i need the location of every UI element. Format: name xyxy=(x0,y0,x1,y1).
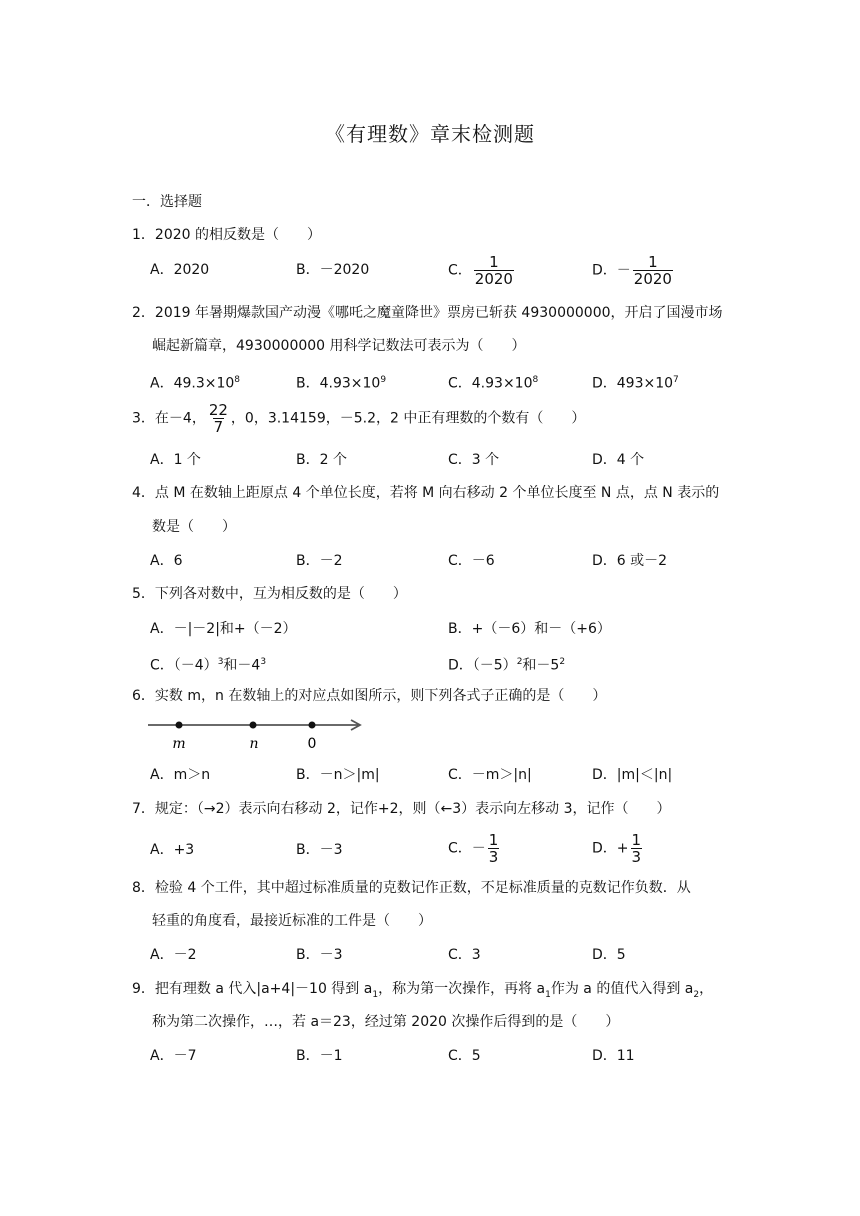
option-d: D．|m|＜|n| xyxy=(592,767,673,783)
option-a: A．1 个 xyxy=(150,452,201,468)
question-9-line-1: 9．把有理数 a 代入|a+4|－10 得到 $a_1$，称为第一次操作，再将 $a_1$作为 a 的值代入得到 $a_2$， xyxy=(132,981,714,1000)
option-d: D．6 或－2 xyxy=(592,553,668,569)
question-2-options xyxy=(150,370,750,400)
fraction: $\frac{1}{2020}$ xyxy=(633,253,672,288)
point-0 xyxy=(309,722,316,729)
option-b: B．－3 xyxy=(296,842,343,858)
question-2-line-1: 2．2019 年暑期爆款国产动漫《哪吒之魔童降世》票房已斩获 4930000000，开启了国漫市场 xyxy=(132,305,723,321)
option-c: C．－ $\frac{1}{3}$ xyxy=(448,831,499,866)
option-b: B．$4.93\times 10^9$ xyxy=(296,375,387,392)
option-c: C．$4.93\times 10^8$ xyxy=(448,375,539,392)
question-6: 6．实数 m，n 在数轴上的对应点如图所示，则下列各式子正确的是（ ） xyxy=(132,688,607,704)
option-a: A．6 xyxy=(150,553,183,569)
point-n xyxy=(250,722,257,729)
option-b: B．－2 xyxy=(296,553,343,569)
question-8-options xyxy=(150,945,750,975)
question-9-options xyxy=(150,1046,750,1076)
question-1: 1．2020 的相反数是（ ） xyxy=(132,227,321,243)
option-c: C．$(-4)^3$和$-4^3$ xyxy=(150,657,267,674)
question-5: 5．下列各对数中，互为相反数的是（ ） xyxy=(132,586,407,602)
option-d: D．－ $\frac{1}{2020}$ xyxy=(592,253,672,288)
question-3-options xyxy=(150,450,750,480)
question-2-line-2: 崛起新篇章，4930000000 用科学记数法可表示为（ ） xyxy=(152,338,526,354)
option-a: A．$49.3\times 10^8$ xyxy=(150,375,241,392)
option-b: B．－1 xyxy=(296,1048,343,1064)
number-line-figure xyxy=(148,712,378,752)
option-a: A．－7 xyxy=(150,1048,197,1064)
option-d: D．4 个 xyxy=(592,452,645,468)
section-heading: 一．选择题 xyxy=(132,194,202,210)
question-3: 3．在－4， $\frac{22}{7}$ ，0，3.14159，－5.2，2 中正有理数的个数有（ ） xyxy=(132,401,586,436)
option-a: A．－2 xyxy=(150,947,197,963)
option-c: C．－m＞|n| xyxy=(448,767,532,783)
question-4-options xyxy=(150,551,750,581)
option-c: C．－6 xyxy=(448,553,495,569)
fraction: $\frac{1}{3}$ xyxy=(631,831,642,866)
question-1-options xyxy=(150,253,750,290)
question-4-line-2: 数是（ ） xyxy=(152,519,236,535)
fraction: $\frac{1}{3}$ xyxy=(488,831,499,866)
point-m xyxy=(176,722,183,729)
option-a: A．2020 xyxy=(150,262,210,278)
question-4-line-1: 4．点 M 在数轴上距原点 4 个单位长度，若将 M 向右移动 2 个单位长度至 N 点，点 N 表示的 xyxy=(132,485,720,501)
option-b: B．－2020 xyxy=(296,262,370,278)
question-7-options xyxy=(150,831,750,870)
question-8-line-2: 轻重的角度看，最接近标准的工件是（ ） xyxy=(152,913,432,929)
option-b: B．－3 xyxy=(296,947,343,963)
option-b: B．2 个 xyxy=(296,452,347,468)
option-c: C．3 xyxy=(448,947,481,963)
option-b: B．+（－6）和－（+6） xyxy=(448,621,611,637)
question-8-line-1: 8．检验 4 个工件，其中超过标准质量的克数记作正数，不足标准质量的克数记作负数．从 xyxy=(132,880,691,896)
label-n: n xyxy=(249,736,259,752)
option-b: B．－n＞|m| xyxy=(296,767,380,783)
question-7: 7．规定：（→2）表示向右移动 2，记作+2，则（←3）表示向左移动 3，记作（ ） xyxy=(132,801,671,817)
fraction: $\frac{22}{7}$ xyxy=(208,401,228,436)
fraction: $\frac{1}{2020}$ xyxy=(474,253,513,288)
option-d: D．5 xyxy=(592,947,626,963)
option-d: D．$493\times 10^7$ xyxy=(592,375,679,392)
label-m: m xyxy=(172,736,186,752)
question-6-options xyxy=(150,765,750,795)
option-d: D．+ $\frac{1}{3}$ xyxy=(592,831,642,866)
option-c: C． $\frac{1}{2020}$ xyxy=(448,253,513,288)
option-d: D．$(-5)^2$和$-5^2$ xyxy=(448,657,566,674)
option-a: A．m＞n xyxy=(150,767,211,783)
document-title: 《有理数》章末检测题 xyxy=(325,122,535,146)
option-c: C．5 xyxy=(448,1048,481,1064)
question-5-options-row-1 xyxy=(150,619,750,649)
option-a: A．－|－2|和+（－2） xyxy=(150,621,297,637)
option-a: A．+3 xyxy=(150,842,195,858)
question-5-options-row-2 xyxy=(150,652,750,682)
option-d: D．11 xyxy=(592,1048,635,1064)
question-9-line-2: 称为第二次操作，…，若 a＝23，经过第 2020 次操作后得到的是（ ） xyxy=(152,1014,620,1030)
label-0: 0 xyxy=(307,736,317,752)
option-c: C．3 个 xyxy=(448,452,500,468)
